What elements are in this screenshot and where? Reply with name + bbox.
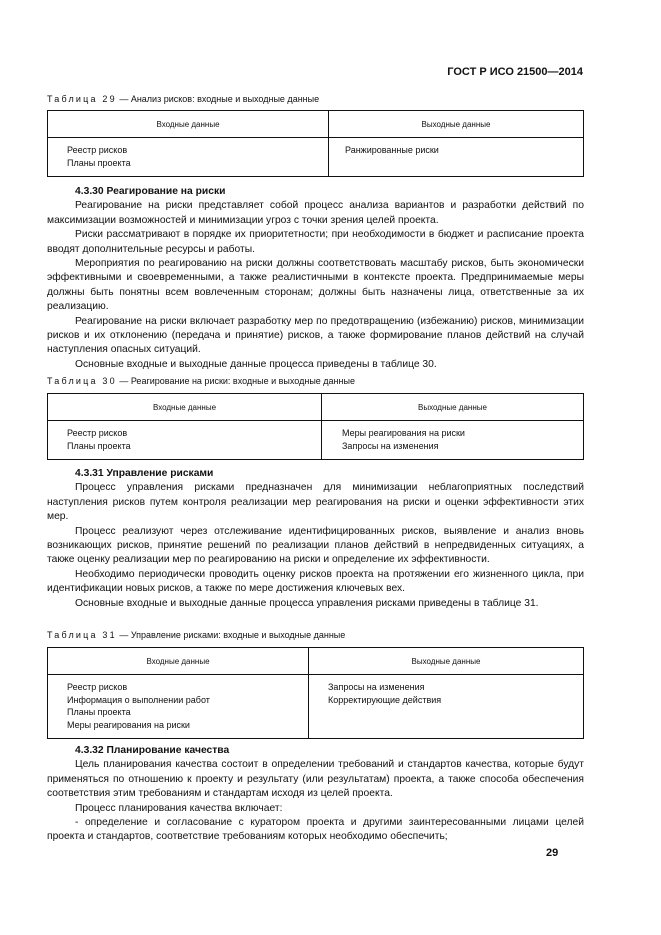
paragraph: Риски рассматривают в порядке их приоритетности; при необходимости в бюджет и расписание проекта вводят дополнительные ресурсы и работы.	[47, 229, 584, 255]
page-number: 29	[546, 847, 559, 859]
list-item: Запросы на изменения	[342, 440, 439, 451]
paragraph: Основные входные и выходные данные процесса управления рисками приведены в таблице 31.	[75, 597, 539, 609]
paragraph: Процесс планирования качества включает:	[75, 802, 283, 814]
list-item: Реестр рисков	[67, 145, 128, 155]
list-item: Информация о выполнении работ	[67, 694, 210, 705]
list-item: Корректирующие действия	[328, 694, 442, 705]
table-29-outputs-cell	[329, 138, 584, 177]
table-29-caption	[47, 94, 319, 104]
table-31	[47, 647, 584, 739]
table-29-inputs-cell	[48, 138, 329, 177]
list-item: Ранжированные риски	[345, 145, 439, 155]
table-29-header-outputs: Выходные данные	[329, 111, 584, 138]
paragraph: Процесс управления рисками предназначен для минимизации неблагоприятных последствий наступления рисков путем контроля реализации мер реагирования на риски и оценки эффективности этих мер.	[47, 482, 584, 523]
paragraph: Реагирование на риски включает разработку мер по предотвращению (избежанию) рисков, минимизации рисков и их отклонению (передача и принятие) рисков, а также формирование планов действий на случай наступления опасных ситуаций.	[47, 315, 584, 356]
table-31-header-inputs: Входные данные	[48, 648, 309, 675]
section-4-3-30	[47, 185, 584, 372]
table-31-caption	[47, 630, 345, 640]
list-item: Планы проекта	[67, 157, 131, 168]
table-29-header-inputs: Входные данные	[48, 111, 329, 138]
paragraph: Процесс реализуют через отслеживание идентифицированных рисков, выявление и анализ вновь возникающих рисков, принятие решений по реализации планов действий в непредвиденных ситуациях, а также оценку реализации мер по реагированию на риски и определение их эффективности.	[47, 525, 584, 566]
section-heading: 4.3.32 Планирование качества	[75, 745, 230, 756]
table-29-label: Таблица 29	[47, 94, 117, 104]
list-item: Планы проекта	[67, 440, 131, 451]
list-item: Реестр рисков	[67, 428, 128, 438]
paragraph: Цель планирования качества состоит в определении требований и стандартов качества, которые будут применяться по отношению к проекту и результату (или результатам) проекта, а также способа обеспечения соответствия этим требованиям и стандартам исходя из целей проекта.	[47, 759, 584, 800]
document-header: ГОСТ Р ИСО 21500—2014	[447, 66, 583, 78]
paragraph: Реагирование на риски представляет собой процесс анализа вариантов и разработки действий по максимизации возможностей и минимизации угроз с точки зрения целей проекта.	[47, 200, 584, 226]
table-31-outputs-cell	[309, 675, 584, 739]
list-item: Планы проекта	[67, 707, 131, 717]
table-31-header-outputs: Выходные данные	[309, 648, 584, 675]
table-30	[47, 393, 584, 460]
paragraph: - определение и согласование с куратором проекта и другими заинтересованными лицами целей проекта и стандартов, соответствие требованиям которых необходимо обеспечить;	[47, 817, 584, 843]
table-30-header-outputs: Выходные данные	[322, 394, 584, 421]
section-4-3-32	[47, 744, 584, 845]
table-30-caption	[47, 376, 355, 386]
table-30-outputs-cell	[322, 421, 584, 460]
table-30-inputs-cell	[48, 421, 322, 460]
section-4-3-31	[47, 467, 584, 611]
table-31-inputs-cell	[48, 675, 309, 739]
table-30-title: — Реагирование на риски: входные и выходные данные	[119, 376, 355, 386]
table-29-title: — Анализ рисков: входные и выходные данные	[119, 94, 320, 104]
list-item: Меры реагирования на риски	[342, 428, 465, 438]
paragraph: Мероприятия по реагированию на риски должны соответствовать масштабу рисков, быть экономически эффективными и своевременными, а также реалистичными в контексте проекта. Предпринимаемые меры должны быть понятны всем вовлеченным сторонам; должны быть назначены лица, ответственные за их реализацию.	[47, 258, 584, 313]
table-31-label: Таблица 31	[47, 630, 117, 640]
section-heading: 4.3.30 Реагирование на риски	[75, 186, 226, 197]
table-31-title: — Управление рисками: входные и выходные данные	[119, 630, 346, 640]
list-item: Меры реагирования на риски	[67, 719, 190, 730]
section-heading: 4.3.31 Управление рисками	[75, 468, 214, 479]
paragraph: Основные входные и выходные данные процесса приведены в таблице 30.	[75, 358, 437, 370]
paragraph: Необходимо периодически проводить оценку рисков проекта на протяжении его жизненного цикла, при идентификации новых рисков, а также по мере достижения ключевых вех.	[47, 568, 584, 595]
list-item: Запросы на изменения	[328, 682, 425, 692]
table-30-label: Таблица 30	[47, 376, 117, 386]
table-29	[47, 110, 584, 177]
list-item: Реестр рисков	[67, 682, 128, 692]
table-30-header-inputs: Входные данные	[48, 394, 322, 421]
